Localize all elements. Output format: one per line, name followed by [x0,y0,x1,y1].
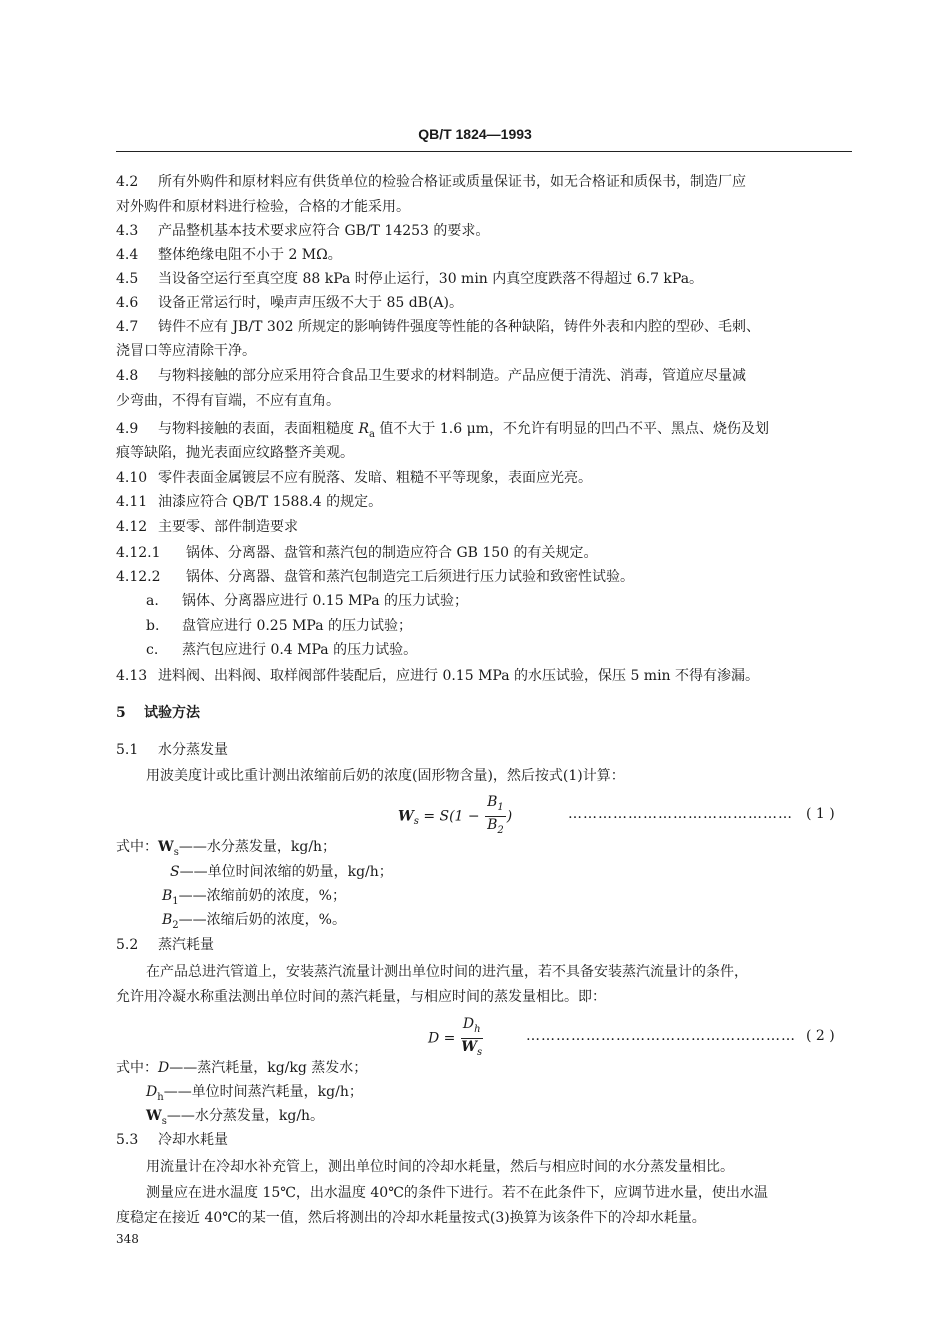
clause-text: 锅体、分离器、盘管和蒸汽包制造完工后须进行压力试验和致密性试验。 [186,569,634,585]
var-symbol: D [146,1084,158,1100]
var-definition: ——浓缩前奶的浓度，%； [178,888,346,904]
clause-4-11 [116,492,852,512]
clause-number: 4.5 [116,271,139,287]
clause-text: 少弯曲，不得有盲端，不应有直角。 [116,393,340,409]
clause-number: 5.3 [116,1132,139,1148]
var-symbol: S [170,864,180,880]
standard-header: QB/T 1824—1993 [418,126,532,142]
clause-4-9 [116,419,852,445]
eq-subscript: 1 [497,801,504,813]
clause-number: 4.12.2 [116,569,161,585]
clause-4-2-cont [116,197,852,217]
clause-text: 用流量计在冷却水补充管上，测出单位时间的冷却水耗量，然后与相应时间的水分蒸发量相比。 [146,1159,734,1175]
clause-text: 痕等缺陷，抛光表面应纹路整齐美观。 [116,445,354,461]
var-definition: ——单位时间浓缩的奶量，kg/h； [179,864,393,880]
clause-text: 与物料接触的表面，表面粗糙度 [158,421,359,437]
clause-number: 4.13 [116,668,148,684]
eq-subscript: s [477,1046,483,1058]
clause-5-3-text-2 [146,1183,882,1203]
var-symbol: D [158,1060,170,1076]
var-subscript: 1 [172,895,179,907]
clause-text: 对外购件和原材料进行检验，合格的才能采用。 [116,199,410,215]
clause-text: 在产品总进汽管道上，安装蒸汽流量计测出单位时间的进汽量，若不具备安装蒸汽流量计的条件， [146,964,748,980]
symbol-subscript: a [369,428,375,440]
clause-4-3 [116,221,852,241]
clause-text: 浇冒口等应清除干净。 [116,343,256,359]
where-d-2 [146,1082,882,1108]
clause-title: 蒸汽耗量 [158,937,214,953]
clause-4-5 [116,269,852,289]
eq-fraction [461,1016,483,1061]
list-text: 盘管应进行 0.25 MPa 的压力试验； [182,618,412,634]
eq-numerator: D [462,1016,475,1032]
list-marker: b. [146,618,160,634]
clause-number: 5.1 [116,742,139,758]
list-marker: c. [146,642,159,658]
clause-4-12-2 [116,567,852,587]
clause-number: 4.12 [116,519,148,535]
clause-text: 与物料接触的部分应采用符合食品卫生要求的材料制造。产品应便于清洗、消毒，管道应尽量减 [158,368,746,384]
clause-text: 零件表面金属镀层不应有脱落、发暗、粗糙不平等现象，表面应光亮。 [158,470,592,486]
clause-number: 4.3 [116,223,139,239]
eq-subscript: s [413,816,419,828]
var-subscript: s [161,1115,167,1127]
header-rule [116,151,852,152]
clause-number: 5.2 [116,937,139,953]
var-subscript: 2 [172,919,179,931]
var-definition: ——浓缩后奶的浓度，%。 [178,912,346,928]
where-4 [162,910,898,936]
clause-4-9-cont [116,443,852,463]
clause-number: 4.10 [116,470,148,486]
eq-denominator: B [487,816,498,833]
page-number: 348 [116,1232,139,1246]
var-definition: ——水分蒸发量，kg/h。 [166,1108,325,1124]
clause-text: 锅体、分离器、盘管和蒸汽包的制造应符合 GB 150 的有关规定。 [186,545,598,561]
clause-4-12 [116,517,852,537]
eq-fraction [485,794,506,839]
clause-5-3-text-3 [116,1208,852,1228]
eq-symbol: W [398,808,414,825]
clause-number: 4.8 [116,368,139,384]
clause-4-7 [116,317,852,337]
equation-1-number: ( 1 ) [806,806,835,822]
section-5-heading [116,703,852,723]
clause-5-2-heading [116,935,852,955]
clause-text: 产品整机基本技术要求应符合 GB/T 14253 的要求。 [158,223,490,239]
clause-5-1-heading [116,740,852,760]
eq-subscript: 2 [497,824,504,836]
eq-subscript: h [474,1023,481,1035]
clause-text: 进料阀、出料阀、取样阀部件装配后，应进行 0.15 MPa 的水压试验，保压 5 min 不得有渗漏。 [158,668,760,684]
where-2 [170,862,906,882]
list-item-a [146,591,882,611]
clause-text: 度稳定在接近 40℃的某一值，然后将测出的冷却水耗量按式(3)换算为该条件下的冷却水耗量。 [116,1210,706,1226]
where-prefix: 式中： [116,1060,158,1076]
where-3 [162,886,898,912]
clause-text: 当设备空运行至真空度 88 kPa 时停止运行，30 min 内真空度跌落不得超过 6.7 kPa。 [158,271,704,287]
clause-number: 4.12.1 [116,545,161,561]
clause-number: 4.9 [116,421,139,437]
clause-4-13 [116,666,852,686]
var-symbol: B [162,912,173,928]
section-title: 试验方法 [144,705,200,721]
equation-2 [428,1016,484,1061]
list-text: 蒸汽包应进行 0.4 MPa 的压力试验。 [182,642,418,658]
where-1 [116,837,852,863]
clause-4-12-1 [116,543,852,563]
clause-text: 整体绝缘电阻不小于 2 MΩ。 [158,247,342,263]
clause-number: 4.4 [116,247,139,263]
clause-text: 所有外购件和原材料应有供货单位的检验合格证或质量保证书，如无合格证和质保书，制造厂应 [158,174,746,190]
where-d-1 [116,1058,852,1078]
clause-number: 4.6 [116,295,139,311]
var-subscript: h [157,1091,164,1103]
list-text: 锅体、分离器应进行 0.15 MPa 的压力试验； [182,593,468,609]
clause-text: 设备正常运行时，噪声声压级不大于 85 dB(A)。 [158,295,463,311]
eq-text: D = [428,1030,460,1047]
clause-4-10 [116,468,852,488]
var-definition: ——单位时间蒸汽耗量，kg/h； [163,1084,363,1100]
var-definition: ——水分蒸发量，kg/h； [178,839,337,855]
equation-2-number: ( 2 ) [806,1028,835,1044]
clause-5-2-text-cont [116,987,852,1007]
eq-text: ) [506,808,513,825]
eq-text: = S(1 − [418,808,485,825]
list-item-b [146,616,882,636]
clause-text: 主要零、部件制造要求 [158,519,298,535]
clause-4-2 [116,172,852,192]
clause-4-7-cont [116,341,852,361]
equation-2-leader: ……………………………………………… [526,1028,796,1044]
equation-1 [398,794,512,839]
clause-4-6 [116,293,852,313]
clause-title: 冷却水耗量 [158,1132,228,1148]
var-symbol: W [158,839,174,855]
clause-5-2-text [146,962,882,982]
clause-text: 值不大于 1.6 μm，不允许有明显的凹凸不平、黑点、烧伤及划 [374,421,769,437]
clause-number: 4.2 [116,174,139,190]
clause-number: 4.11 [116,494,148,510]
clause-4-8 [116,366,852,386]
clause-text: 铸件不应有 JB/T 302 所规定的影响铸件强度等性能的各种缺陷，铸件外表和内腔的型砂、毛刺、 [158,319,761,335]
where-d-3 [146,1106,882,1132]
clause-5-1-text [146,766,882,786]
var-symbol: B [162,888,173,904]
var-symbol: W [146,1108,162,1124]
clause-title: 水分蒸发量 [158,742,228,758]
clause-number: 4.7 [116,319,139,335]
clause-4-8-cont [116,391,852,411]
equation-1-leader: ……………………………………… [568,806,793,822]
eq-denominator: W [461,1038,477,1055]
where-prefix: 式中： [116,839,158,855]
symbol-r: R [358,421,369,437]
list-item-c [146,640,882,660]
clause-4-4 [116,245,852,265]
var-definition: ——蒸汽耗量，kg/kg 蒸发水； [169,1060,368,1076]
clause-text: 测量应在进水温度 15℃，出水温度 40℃的条件下进行。若不在此条件下，应调节进水量，使出水温 [146,1185,768,1201]
clause-text: 油漆应符合 QB/T 1588.4 的规定。 [158,494,383,510]
clause-5-3-text-1 [146,1157,882,1177]
list-marker: a. [146,593,159,609]
clause-text: 用波美度计或比重计测出浓缩前后奶的浓度(固形物含量)，然后按式(1)计算： [146,768,625,784]
eq-numerator: B [487,794,498,810]
section-number: 5 [116,705,126,721]
var-subscript: s [173,846,179,858]
clause-text: 允许用冷凝水称重法测出单位时间的蒸汽耗量，与相应时间的蒸发量相比。即： [116,989,606,1005]
clause-5-3-heading [116,1130,852,1150]
